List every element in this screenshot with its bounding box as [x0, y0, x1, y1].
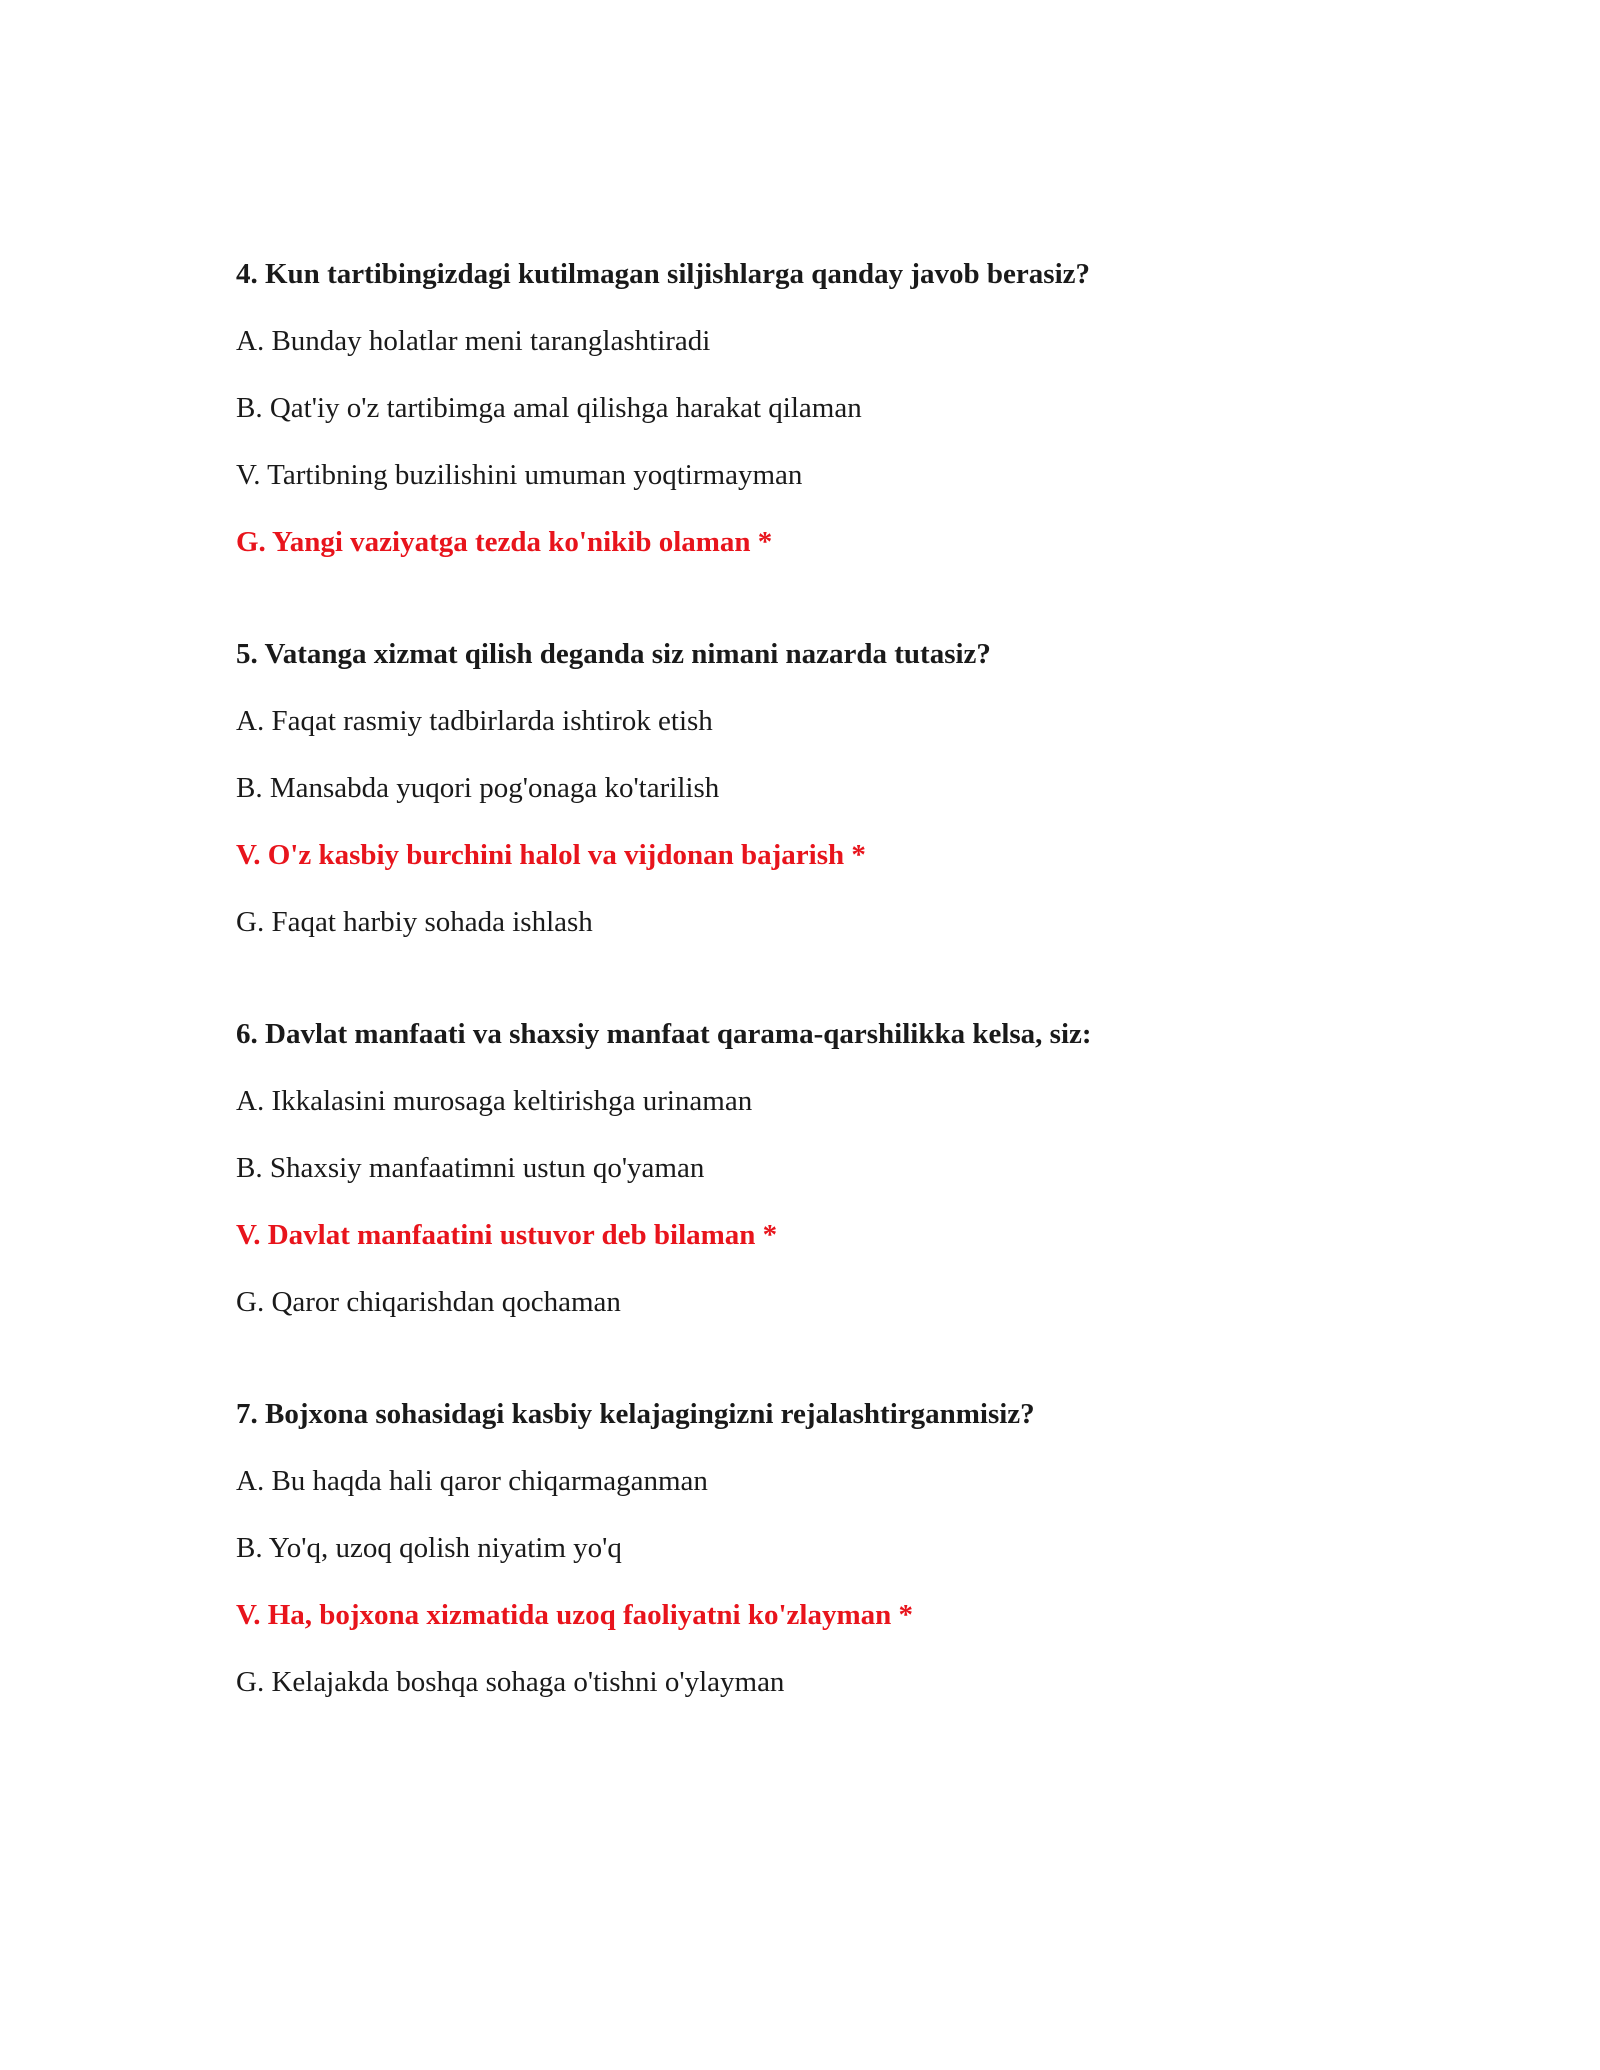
question-block	[236, 1012, 1436, 1324]
option-a: A. Bunday holatlar meni taranglashtiradi	[236, 325, 711, 357]
question-text: 6. Davlat manfaati va shaxsiy manfaat qarama-qarshilikka kelsa, siz:	[236, 1018, 1092, 1050]
options-list	[236, 1459, 1436, 1704]
option-v: V. Ha, bojxona xizmatida uzoq faoliyatni ko'zlayman *	[236, 1599, 913, 1631]
option-g: G. Kelajakda boshqa sohaga o'tishni o'ylayman	[236, 1666, 785, 1698]
option-b: B. Mansabda yuqori pog'onaga ko'tarilish	[236, 772, 720, 804]
questions-list	[236, 252, 1436, 1772]
option-a: A. Bu haqda hali qaror chiqarmaganman	[236, 1465, 708, 1497]
options-list	[236, 319, 1436, 564]
option-a: A. Faqat rasmiy tadbirlarda ishtirok etish	[236, 705, 713, 737]
option-b: B. Qat'iy o'z tartibimga amal qilishga harakat qilaman	[236, 392, 862, 424]
option-g: G. Faqat harbiy sohada ishlash	[236, 906, 593, 938]
option-a: A. Ikkalasini murosaga keltirishga urinaman	[236, 1085, 753, 1117]
option-v: V. Tartibning buzilishini umuman yoqtirmayman	[236, 459, 803, 491]
question-text: 5. Vatanga xizmat qilish deganda siz nimani nazarda tutasiz?	[236, 638, 991, 670]
option-g: G. Qaror chiqarishdan qochaman	[236, 1286, 621, 1318]
options-list	[236, 699, 1436, 944]
option-b: B. Yo'q, uzoq qolish niyatim yo'q	[236, 1532, 622, 1564]
question-text: 7. Bojxona sohasidagi kasbiy kelajagingizni rejalashtirganmisiz?	[236, 1398, 1035, 1430]
option-v: V. O'z kasbiy burchini halol va vijdonan bajarish *	[236, 839, 866, 871]
option-v: V. Davlat manfaatini ustuvor deb bilaman *	[236, 1219, 778, 1251]
question-block	[236, 1392, 1436, 1704]
question-block	[236, 632, 1436, 944]
option-b: B. Shaxsiy manfaatimni ustun qo'yaman	[236, 1152, 705, 1184]
question-block	[236, 252, 1436, 564]
options-list	[236, 1079, 1436, 1324]
question-text: 4. Kun tartibingizdagi kutilmagan siljishlarga qanday javob berasiz?	[236, 258, 1091, 290]
option-g: G. Yangi vaziyatga tezda ko'nikib olaman *	[236, 526, 773, 558]
